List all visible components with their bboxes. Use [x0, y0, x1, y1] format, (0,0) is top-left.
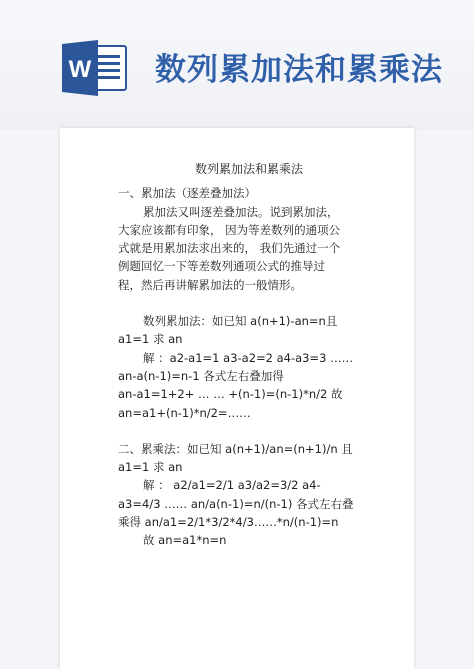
section-heading: 一、累加法（逐差叠加法）	[118, 186, 256, 201]
example-line: an-a1=1+2+ … … +(n-1)=(n-1)*n/2 故	[118, 387, 343, 402]
example-line: a1=1 求 an	[118, 460, 183, 475]
example-line: 故 an=a1*n=n	[143, 533, 227, 548]
paragraph-line: 累加法又叫逐差叠加法。说到累加法，	[143, 204, 339, 219]
example-line: an-a(n-1)=n-1 各式左右叠加得	[118, 368, 284, 383]
example-line: 二、累乘法：如已知 a(n+1)/an=(n+1)/n 且	[118, 441, 353, 456]
spacer	[118, 422, 380, 440]
spacer	[118, 294, 380, 312]
example-line: a3=4/3 …… an/a(n-1)=n/(n-1) 各式左右叠	[118, 496, 354, 511]
banner-title: 数列累加法和累乘法	[155, 52, 443, 88]
banner-header	[0, 0, 474, 130]
example-line: 数列累加法：如已知 a(n+1)-an=n且	[143, 314, 338, 329]
document-body	[118, 160, 380, 550]
paragraph-line: 程，然后再讲解累加法的一般情形。	[118, 277, 302, 292]
document-title: 数列累加法和累乘法	[194, 162, 303, 176]
example-line: 乘得 an/a1=2/1*3/2*4/3……*n/(n-1)=n	[118, 515, 339, 530]
paragraph-line: 式就是用累加法求出来的， 我们先通过一个	[118, 241, 341, 256]
example-line: a1=1 求 an	[118, 332, 183, 347]
paragraph-line: 大家应该都有印象， 因为等差数列的通项公	[118, 222, 341, 237]
paragraph-line: 例题回忆一下等差数列通项公式的推导过	[118, 259, 325, 274]
example-line: 解 ：a2-a1=1 a3-a2=2 a4-a3=3 ……	[143, 350, 354, 365]
example-line: 解 ： a2/a1=2/1 a3/a2=3/2 a4-	[143, 478, 321, 493]
svg-text:W: W	[68, 56, 92, 83]
word-document-icon	[62, 40, 128, 96]
example-line: an=a1+(n-1)*n/2=……	[118, 405, 251, 420]
